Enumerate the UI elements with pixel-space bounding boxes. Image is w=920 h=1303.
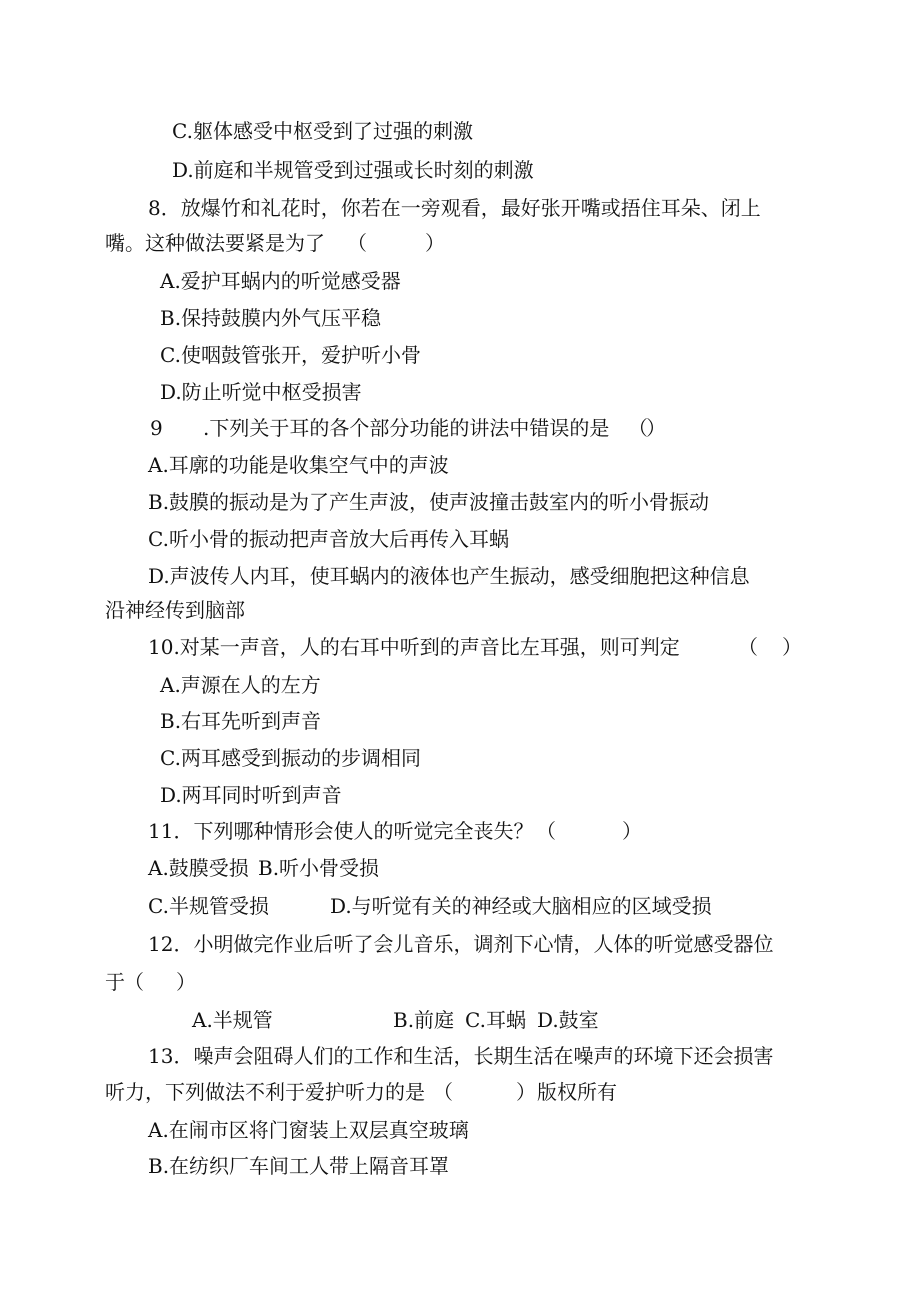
q13-stem-tail: 版权所有 (537, 1080, 617, 1104)
q9-stem: .下列关于耳的各个部分功能的讲法中错误的是 (203, 416, 610, 440)
q13-stem-line-1: 13．噪声会阻碍人们的工作和生活，长期生活在噪声的环境下还会损害 (148, 1044, 774, 1068)
q11-option-b: B.听小骨受损 (258, 856, 380, 880)
q11-option-d: D.与听觉有关的神经或大脑相应的区域受损 (330, 894, 712, 918)
q8-stem-line-1: 8．放爆竹和礼花时，你若在一旁观看，最好张开嘴或捂住耳朵、闭上 (148, 196, 761, 220)
q11-option-c: C.半规管受损 (148, 894, 269, 918)
q9-answer-blank-open: （ (628, 416, 648, 440)
q9-answer-blank-close: ） (646, 416, 666, 440)
q12-option-d: D.鼓室 (537, 1008, 599, 1032)
q13-option-b: B.在纺织厂车间工人带上隔音耳罩 (148, 1154, 450, 1178)
q9-option-c: C.听小骨的振动把声音放大后再传入耳蜗 (148, 527, 509, 551)
q13-answer-blank-open: （ (433, 1080, 453, 1104)
q8-option-c: C.使咽鼓管张开，爱护听小骨 (160, 343, 421, 367)
q9-option-a: A.耳廓的功能是收集空气中的声波 (148, 453, 449, 477)
q8-answer-blank-close: ） (425, 231, 445, 255)
q10-option-d: D.两耳同时听到声音 (160, 783, 342, 807)
q9-option-d-line-1: D.声波传人内耳，使耳蜗内的液体也产生振动，感受细胞把这种信息 (148, 564, 750, 588)
q9-option-b: B.鼓膜的振动是为了产生声波，使声波撞击鼓室内的听小骨振动 (148, 490, 710, 514)
q12-stem-line-2: 于 (105, 970, 125, 994)
q10-option-b: B.右耳先听到声音 (160, 709, 322, 733)
q9-number: 9 (150, 416, 163, 440)
q10-answer-blank-open: （ (738, 635, 758, 659)
q12-option-b: B.前庭 (393, 1008, 455, 1032)
q13-stem-line-2: 听力，下列做法不利于爱护听力的是 (105, 1080, 425, 1104)
q9-option-d-line-2: 沿神经传到脑部 (105, 598, 245, 622)
q8-option-d: D.防止听觉中枢受损害 (160, 380, 362, 404)
q10-option-a: A.声源在人的左方 (160, 673, 321, 697)
q11-answer-blank-close: ） (622, 819, 642, 843)
q13-option-a: A.在闹市区将门窗装上双层真空玻璃 (148, 1118, 469, 1142)
q10-answer-blank-close: ） (782, 635, 802, 659)
q10-option-c: C.两耳感受到振动的步调相同 (160, 746, 421, 770)
q12-option-c: C.耳蜗 (465, 1008, 526, 1032)
q11-answer-blank-open: （ (536, 819, 556, 843)
q8-option-a: A.爱护耳蜗内的听觉感受器 (160, 269, 401, 293)
q7-option-c: C.躯体感受中枢受到了过强的刺激 (172, 119, 473, 143)
q10-stem: 10.对某一声音，人的右耳中听到的声音比左耳强，则可判定 (148, 635, 680, 659)
q12-answer-blank-open: （ (124, 970, 144, 994)
q11-option-a: A.鼓膜受损 (148, 856, 249, 880)
q13-answer-blank-close: ） (516, 1080, 536, 1104)
q11-stem: 11．下列哪种情形会使人的听觉完全丧失？ (148, 819, 534, 843)
q12-answer-blank-close: ） (176, 970, 196, 994)
q8-option-b: B.保持鼓膜内外气压平稳 (160, 306, 382, 330)
q12-option-a: A.半规管 (192, 1008, 273, 1032)
q8-stem-line-2: 嘴。这种做法要紧是为了 (105, 231, 325, 255)
q8-answer-blank-open: （ (347, 231, 367, 255)
q7-option-d: D.前庭和半规管受到过强或长时刻的刺激 (172, 158, 534, 182)
q12-stem-line-1: 12．小明做完作业后听了会儿音乐，调剂下心情，人体的听觉感受器位 (148, 932, 774, 956)
